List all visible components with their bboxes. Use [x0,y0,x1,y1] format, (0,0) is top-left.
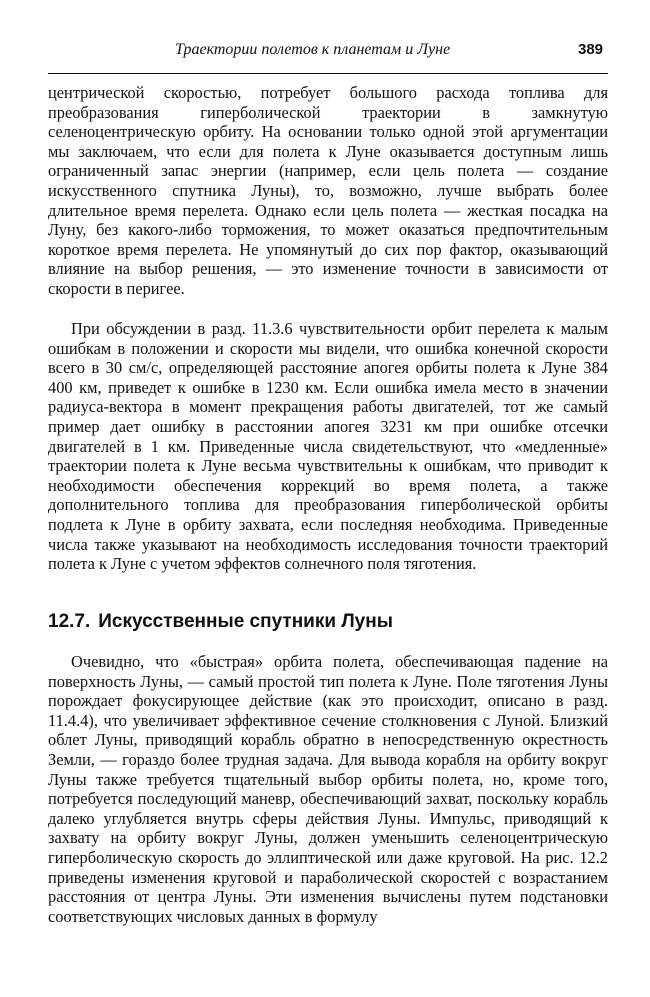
body-paragraph-2: При обсуждении в разд. 11.3.6 чувствительности орбит перелета к малым ошибкам в положении и скорости мы видели, что ошибка конечной скорости всего в 30 см/с, определяющей расстояние апогея орбиты полета к Луне 384 400 км, приведет к ошибке в 1230 км. Если ошибка имела место в значении радиуса-вектора в момент прекращения работы двигателей, тот же самый пример дает ошибку в расстоянии апогея 3231 км при ошибке отсечки двигателей в 1 км. Приведенные числа свидетельствуют, что «медленные» траектории полета к Луне весьма чувствительны к ошибкам, что приводит к необходимости обеспечения коррекций во время полета, а также дополнительного топлива для преобразования гиперболической орбиты подлета к Луне в орбиту захвата, если последняя необходима. Приведенные числа также указывают на необходимость исследования точности траекторий полета к Луне с учетом эффектов солнечного поля тяготения. [48,319,608,574]
section-title: Искусственные спутники Луны [98,611,393,632]
running-header [0,40,650,64]
section-heading [48,610,608,634]
running-title: Траектории полетов к планетам и Луне [175,41,451,58]
body-paragraph-1: центрической скоростью, потребует большого расхода топлива для преобразования гиперболической траектории в замкнутую селеноцентрическую орбиту. На основании только одной этой аргументации мы заключаем, что если для полета к Луне оказывается доступным лишь ограниченный запас энергии (например, если цель полета — создание искусственного спутника Луны), то, возможно, лучше выбрать более длительное время перелета. Однако если цель полета — жесткая посадка на Луну, без какого-либо торможения, то может оказаться предпочтительным короткое время перелета. Не упомянутый до сих пор фактор, оказывающий влияние на выбор решения, — это изменение точности в зависимости от скорости в перигее. [48,83,608,298]
section-number: 12.7. [48,611,91,632]
body-paragraph-3: Очевидно, что «быстрая» орбита полета, обеспечивающая падение на поверхность Луны, — самый простой тип полета к Луне. Поле тяготения Луны порождает фокусирующее действие (как это происходит, описано в разд. 11.4.4), что увеличивает эффективное сечение столкновения с Луной. Близкий облет Луны, приводящий корабль обратно в непосредственную окрестность Земли, — гораздо более трудная задача. Для вывода корабля на орбиту вокруг Луны также требуется тщательный выбор орбиты полета, но, кроме того, потребуется последующий маневр, обеспечивающий захват, поскольку корабль далеко углубляется внутрь сферы действия Луны. Импульс, приводящий к захвату на орбиту вокруг Луны, должен уменьшить селеноцентрическую гиперболическую скорость до эллиптической или даже круговой. На рис. 12.2 приведены изменения круговой и параболической скоростей с возрастанием расстояния от центра Луны. Эти изменения вычислены путем подстановки соответствующих числовых данных в формулу [48,652,608,926]
header-rule [48,73,608,74]
page-number: 389 [578,41,604,58]
